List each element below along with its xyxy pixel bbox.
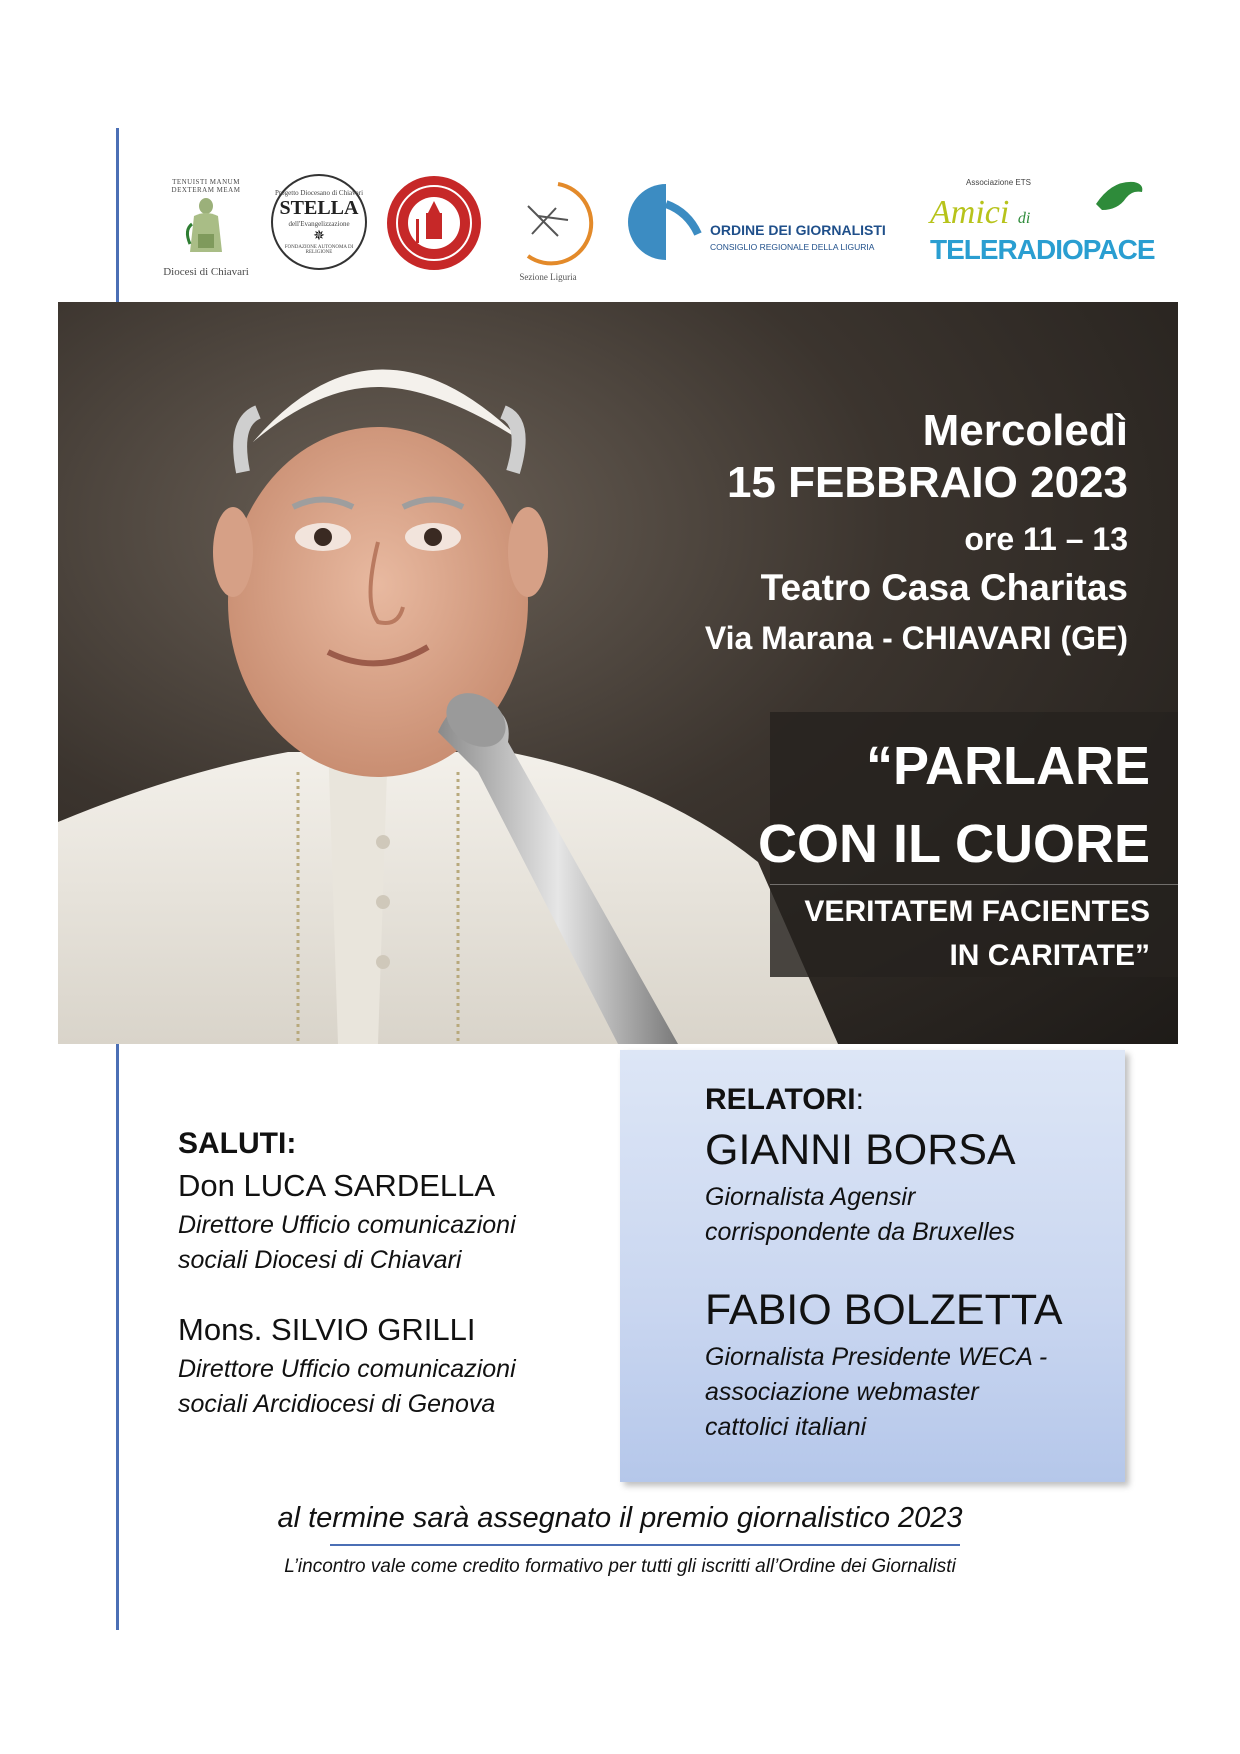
bishop-seal-icon xyxy=(394,183,474,263)
relatori-title-text: RELATORI xyxy=(705,1083,856,1116)
event-title-box xyxy=(757,712,1178,977)
award-underline xyxy=(330,1544,960,1546)
dove-icon xyxy=(1092,174,1146,216)
trp-assoc-label: Associazione ETS xyxy=(966,178,1031,187)
odg-emblem-icon xyxy=(628,184,704,260)
training-credit-note: L’incontro vale come credito formativo per tutti gli iscritti all’Ordine dei Giornalisti xyxy=(284,1556,956,1577)
event-details xyxy=(705,406,1128,662)
ucsi-emblem-icon xyxy=(498,176,598,266)
relatore-role: Giornalista Agensir xyxy=(705,1183,916,1211)
san-siro-seal-logo xyxy=(387,176,481,270)
relatore-role: Giornalista Presidente WECA - xyxy=(705,1343,1048,1371)
odg-title: ORDINE DEI GIORNALISTI xyxy=(710,222,886,238)
stella-sub-text: dell'Evangelizzazione xyxy=(288,220,350,228)
relatore-name: GIANNI BORSA xyxy=(705,1126,1016,1174)
relatori-section xyxy=(620,1050,1125,1482)
title-line-1: “PARLARE xyxy=(865,736,1150,796)
stella-top-text: Progetto Diocesano di Chiavari xyxy=(274,189,364,197)
amici-teleradiopace-logo xyxy=(930,174,1155,284)
title-line-2: CON IL CUORE xyxy=(757,814,1150,874)
saluti-person-name: Mons. SILVIO GRILLI xyxy=(178,1312,476,1347)
saluti-title: SALUTI: xyxy=(178,1127,297,1160)
subtitle-line-1: VERITATEM FACIENTES xyxy=(804,895,1150,928)
odg-subtitle: CONSIGLIO REGIONALE DELLA LIGURIA xyxy=(710,242,875,252)
saluti-person-role: Direttore Ufficio comunicazioni xyxy=(178,1355,516,1383)
event-date: 15 FEBBRAIO 2023 xyxy=(726,458,1128,507)
relatori-title xyxy=(705,1080,1165,1120)
star-icon: ✵ xyxy=(313,229,325,244)
diocesi-motto: TENUISTI MANUM DEXTERAM MEAM xyxy=(171,178,241,194)
diocesi-name: Diocesi di Chiavari xyxy=(163,266,249,278)
relatore-role: associazione webmaster xyxy=(705,1378,979,1406)
trp-name: TELERADIOPACE xyxy=(930,234,1155,265)
relatore-name: FABIO BOLZETTA xyxy=(705,1286,1063,1334)
ucsi-liguria-logo xyxy=(498,176,598,282)
saluti-person-role: sociali Arcidiocesi di Genova xyxy=(178,1390,496,1418)
event-time: ore 11 – 13 xyxy=(964,521,1128,557)
relatore-role: cattolici italiani xyxy=(705,1413,867,1441)
saluti-person-role: sociali Diocesi di Chiavari xyxy=(178,1246,462,1274)
sponsor-logos xyxy=(140,170,1155,290)
hero-banner xyxy=(58,302,1178,1044)
trp-amici-text: Amici xyxy=(930,194,1010,231)
relatore-role: corrispondente da Bruxelles xyxy=(705,1218,1015,1246)
ordine-giornalisti-logo xyxy=(628,184,908,264)
saluti-section xyxy=(178,1124,578,1422)
saluti-person-role: Direttore Ufficio comunicazioni xyxy=(178,1211,516,1239)
stella-bottom-text: FONDAZIONE AUTONOMA DI RELIGIONE xyxy=(284,245,354,255)
relatori-title-colon: : xyxy=(855,1083,864,1116)
event-venue: Teatro Casa Charitas xyxy=(760,567,1128,608)
ucsi-section-label: Sezione Liguria xyxy=(519,272,577,282)
event-address: Via Marana - CHIAVARI (GE) xyxy=(704,620,1128,656)
event-day: Mercoledì xyxy=(922,406,1128,455)
trp-di-text: di xyxy=(1017,210,1031,227)
saluti-person-name: Don LUCA SARDELLA xyxy=(178,1168,496,1203)
saint-figure-icon xyxy=(176,194,236,256)
stella-evangelizzazione-logo xyxy=(271,174,367,270)
award-announcement: al termine sarà assegnato il premio giornalistico 2023 xyxy=(277,1502,963,1534)
subtitle-line-2: IN CARITATE” xyxy=(949,939,1150,972)
diocesi-chiavari-logo xyxy=(150,178,262,278)
title-divider xyxy=(770,884,1178,885)
stella-name: STELLA xyxy=(279,197,359,219)
